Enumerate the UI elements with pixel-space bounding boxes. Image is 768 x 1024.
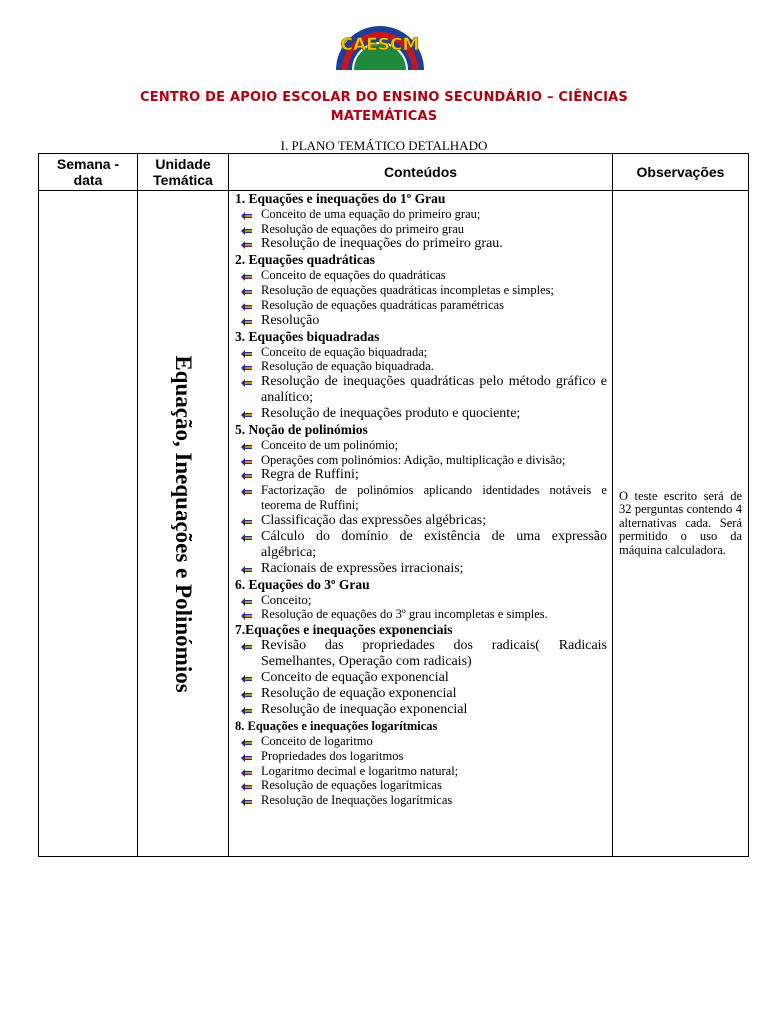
column-header-contents: Conteúdos bbox=[229, 154, 613, 191]
table-header-row bbox=[39, 154, 749, 191]
list-item: Propriedades dos logaritmos bbox=[235, 749, 607, 764]
list-item: Racionais de expressões irracionais; bbox=[235, 561, 607, 577]
list-item: Resolução de inequação exponencial bbox=[235, 702, 607, 718]
section-title: 7.Equações e inequações exponenciais bbox=[235, 622, 453, 638]
bullet-icon bbox=[241, 767, 252, 777]
bullet-icon bbox=[241, 239, 252, 249]
bullet-icon bbox=[241, 409, 252, 419]
list-item: Conceito de uma equação do primeiro grau; bbox=[235, 207, 607, 222]
table-row bbox=[39, 191, 749, 857]
list-item: Resolução de Inequações logarítmicas bbox=[235, 793, 607, 808]
week-cell bbox=[39, 191, 138, 857]
bullet-icon bbox=[241, 441, 252, 451]
bullet-icon bbox=[241, 377, 252, 387]
bullet-icon bbox=[241, 286, 252, 296]
bullet-icon bbox=[241, 689, 252, 699]
list-item: Resolução de equação biquadrada. bbox=[235, 359, 607, 374]
bullet-icon bbox=[241, 705, 252, 715]
list-item: Resolução de equações quadráticas incompletas e simples; bbox=[235, 283, 607, 298]
bullet-icon bbox=[241, 596, 252, 606]
contents-cell bbox=[229, 191, 613, 857]
section-title: 2. Equações quadráticas bbox=[235, 252, 375, 268]
section-title: 5. Noção de polinómios bbox=[235, 421, 368, 437]
list-item: Resolução de equação exponencial bbox=[235, 686, 607, 702]
bullet-icon bbox=[241, 564, 252, 574]
list-item: Conceito de equações do quadráticas bbox=[235, 268, 607, 283]
bullet-icon bbox=[241, 271, 252, 281]
list-item: Resolução de equações do primeiro grau bbox=[235, 222, 607, 237]
column-header-week: Semana - data bbox=[39, 154, 138, 191]
unit-label: Equação, Inequações e Polinómios bbox=[171, 354, 196, 693]
school-name-line-1: CENTRO DE APOIO ESCOLAR DO ENSINO SECUNDÁRIO – CIÊNCIAS bbox=[140, 90, 628, 105]
section-title: 8. Equações e inequações logarítmicas bbox=[235, 719, 438, 734]
bullet-icon bbox=[241, 516, 252, 526]
observations-cell bbox=[613, 191, 749, 857]
bullet-icon bbox=[241, 362, 252, 372]
list-item: Factorização de polinómios aplicando identidades notáveis e teorema de Ruffini; bbox=[235, 483, 607, 512]
list-item: Revisão das propriedades dos radicais( Radicais Semelhantes, Operação com radicais) bbox=[235, 638, 607, 670]
section-title: 1. Equações e inequações do 1º Grau bbox=[235, 191, 446, 206]
list-item: Logaritmo decimal e logaritmo natural; bbox=[235, 764, 607, 779]
list-item: Resolução de equações quadráticas paramétricas bbox=[235, 298, 607, 313]
bullet-icon bbox=[241, 796, 252, 806]
list-item: Operações com polinómios: Adição, multiplicação e divisão; bbox=[235, 453, 607, 468]
bullet-icon bbox=[241, 610, 252, 620]
list-item: Regra de Ruffini; bbox=[235, 467, 607, 483]
list-item: Resolução de equações do 3º grau incompletas e simples. bbox=[235, 607, 607, 622]
bullet-icon bbox=[241, 348, 252, 358]
bullet-icon bbox=[241, 456, 252, 466]
section-title: 6. Equações do 3º Grau bbox=[235, 576, 370, 592]
thematic-plan-table bbox=[38, 153, 749, 857]
column-header-unit: Unidade Temática bbox=[138, 154, 229, 191]
bullet-icon bbox=[241, 641, 252, 651]
bullet-icon bbox=[241, 301, 252, 311]
list-item: Resolução de equações logarítmicas bbox=[235, 778, 607, 793]
school-name-line-2: MATEMÁTICAS bbox=[330, 109, 438, 124]
list-item: Resolução de inequações quadráticas pelo método gráfico e analítico; bbox=[235, 374, 607, 406]
bullet-icon bbox=[241, 752, 252, 762]
list-item: Conceito de um polinómio; bbox=[235, 438, 607, 453]
list-item: Resolução bbox=[235, 313, 607, 329]
list-item: Conceito de equação exponencial bbox=[235, 670, 607, 686]
bullet-icon bbox=[241, 470, 252, 480]
bullet-icon bbox=[241, 225, 252, 235]
plan-title: I. PLANO TEMÁTICO DETALHADO bbox=[280, 138, 488, 153]
list-item: Resolução de inequações do primeiro grau. bbox=[235, 236, 607, 252]
bullet-icon bbox=[241, 673, 252, 683]
school-logo bbox=[328, 10, 432, 78]
list-item: Conceito; bbox=[235, 593, 607, 608]
list-item: Cálculo do domínio de existência de uma expressão algébrica; bbox=[235, 529, 607, 561]
bullet-icon bbox=[241, 486, 252, 496]
list-item: Resolução de inequações produto e quociente; bbox=[235, 406, 607, 422]
bullet-icon bbox=[241, 210, 252, 220]
unit-cell bbox=[138, 191, 229, 857]
list-item: Conceito de equação biquadrada; bbox=[235, 345, 607, 360]
bullet-icon bbox=[241, 316, 252, 326]
column-header-observations: Observações bbox=[613, 154, 749, 191]
bullet-icon bbox=[241, 737, 252, 747]
logo-text: CAESCM bbox=[340, 35, 420, 55]
bullet-icon bbox=[241, 532, 252, 542]
observation-text: O teste escrito será de 32 perguntas contendo 4 alternativas cada. Será permitido o uso da máquina calculadora. bbox=[619, 488, 742, 557]
bullet-icon bbox=[241, 781, 252, 791]
section-title: 3. Equações biquadradas bbox=[235, 328, 380, 344]
list-item: Conceito de logaritmo bbox=[235, 734, 607, 749]
list-item: Classificação das expressões algébricas; bbox=[235, 513, 607, 529]
